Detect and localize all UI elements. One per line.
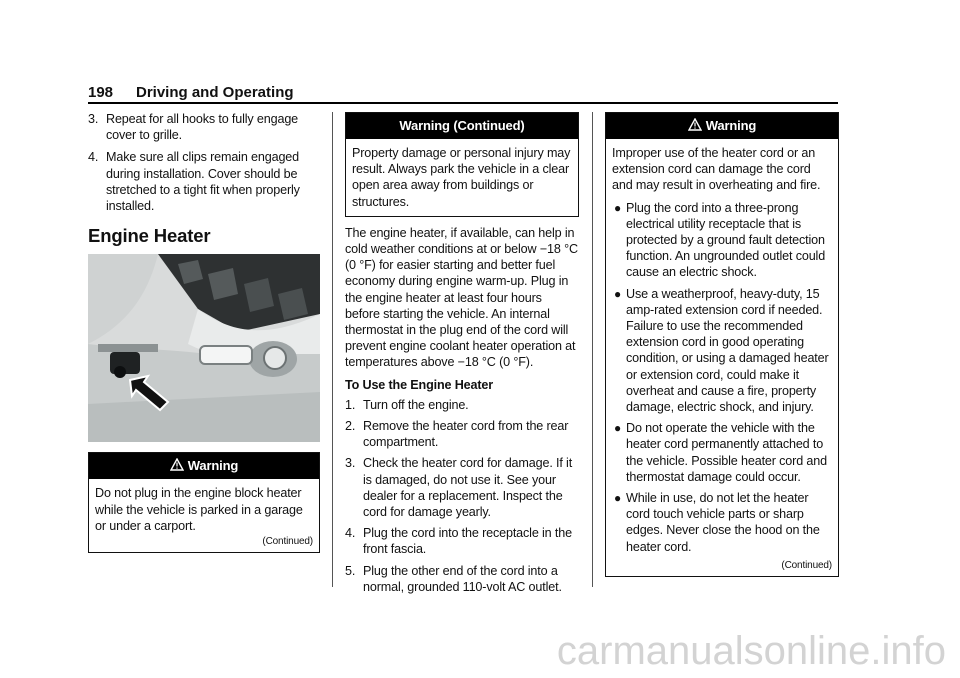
page-header — [88, 84, 838, 104]
continued-note: (Continued) — [262, 536, 313, 548]
warning-icon — [688, 114, 702, 140]
column-2 — [345, 112, 579, 600]
warning-title-bar: Warning — [606, 113, 838, 139]
list-item: 3. Check the heater cord for damage. If it is damaged, do not use it. See your dealer for a replacement. Inspect the cord for damage yearly. — [345, 456, 573, 520]
warning-icon — [170, 454, 184, 480]
list-item: 4. Make sure all clips remain engaged during installation. Cover should be stretched to a tight fit when properly installed. — [88, 150, 300, 214]
column-divider — [592, 112, 593, 587]
page-number: 198 — [88, 84, 114, 101]
bullet-icon: ● — [614, 421, 622, 436]
list-item: ● Plug the cord into a three-prong electrical utility receptacle that is protected by a ground fault detection function. An ungrounded outlet could cause an electric shock. — [614, 200, 826, 280]
warning-box — [88, 452, 320, 553]
warning-box — [605, 112, 839, 577]
continued-note: (Continued) — [781, 559, 832, 571]
warning-box-continued — [345, 112, 579, 217]
bullet-icon: ● — [614, 200, 622, 215]
column-3 — [605, 112, 839, 577]
list-item: ● While in use, do not let the heater cord touch vehicle parts or sharp edges. Never close the hood on the heater cord. — [614, 491, 820, 554]
list-item: ● Do not operate the vehicle with the heater cord permanently attached to the vehicle. Possible heater cord and thermostat damage could occur. — [614, 421, 827, 484]
list-item: 1. Turn off the engine. — [345, 397, 469, 412]
bullet-icon: ● — [614, 286, 622, 301]
header-divider — [88, 102, 838, 104]
warning-title-bar: Warning — [89, 453, 319, 479]
warning-text: Improper use of the heater cord or an extension cord can damage the cord and may result in overheating and fire. — [612, 146, 821, 193]
heater-steps-list — [345, 397, 579, 595]
list-item: 5. Plug the other end of the cord into a normal, grounded 110-volt AC outlet. — [345, 563, 562, 594]
warning-bullets — [612, 200, 832, 555]
section-title: Driving and Operating — [136, 84, 294, 101]
warning-text: Do not plug in the engine block heater while the vehicle is parked in a garage or under a carport. — [95, 486, 303, 533]
list-item: 2. Remove the heater cord from the rear compartment. — [345, 419, 569, 450]
to-use-heading: To Use the Engine Heater — [345, 377, 494, 392]
engine-heater-intro: The engine heater, if available, can help in cold weather conditions at or below −18 °C (0 °F) for easier starting and better fuel economy during engine warm-up. Plug in the engine heater at least four hours before starting the vehicle. An internal thermostat in the plug end of the cord will prevent engine coolant heater operation at temperatures above −18 °C (0 °F). — [345, 225, 578, 370]
list-item: 4. Plug the cord into the receptacle in the front fascia. — [345, 526, 572, 557]
warning-text: Property damage or personal injury may result. Always park the vehicle in a clear open area away from buildings or structures. — [352, 146, 571, 209]
bullet-icon: ● — [614, 491, 622, 506]
column-1 — [88, 111, 320, 553]
engine-heater-receptacle-illustration — [88, 254, 320, 442]
watermark: carmanualsonline.info — [556, 629, 946, 673]
column-divider — [332, 112, 333, 587]
list-item: ● Use a weatherproof, heavy-duty, 15 amp-rated extension cord if needed. Failure to use the recommended extension cord in good operating condition, or using a damaged heater or extension cord, could make it overheat and cause a fire, property damage, electric shock, and injury. — [614, 286, 829, 415]
list-item: 3. Repeat for all hooks to fully engage cover to grille. — [88, 112, 299, 143]
warning-title-bar: Warning (Continued) — [346, 113, 578, 139]
engine-heater-heading: Engine Heater — [88, 225, 211, 247]
cover-steps-list — [88, 111, 320, 214]
